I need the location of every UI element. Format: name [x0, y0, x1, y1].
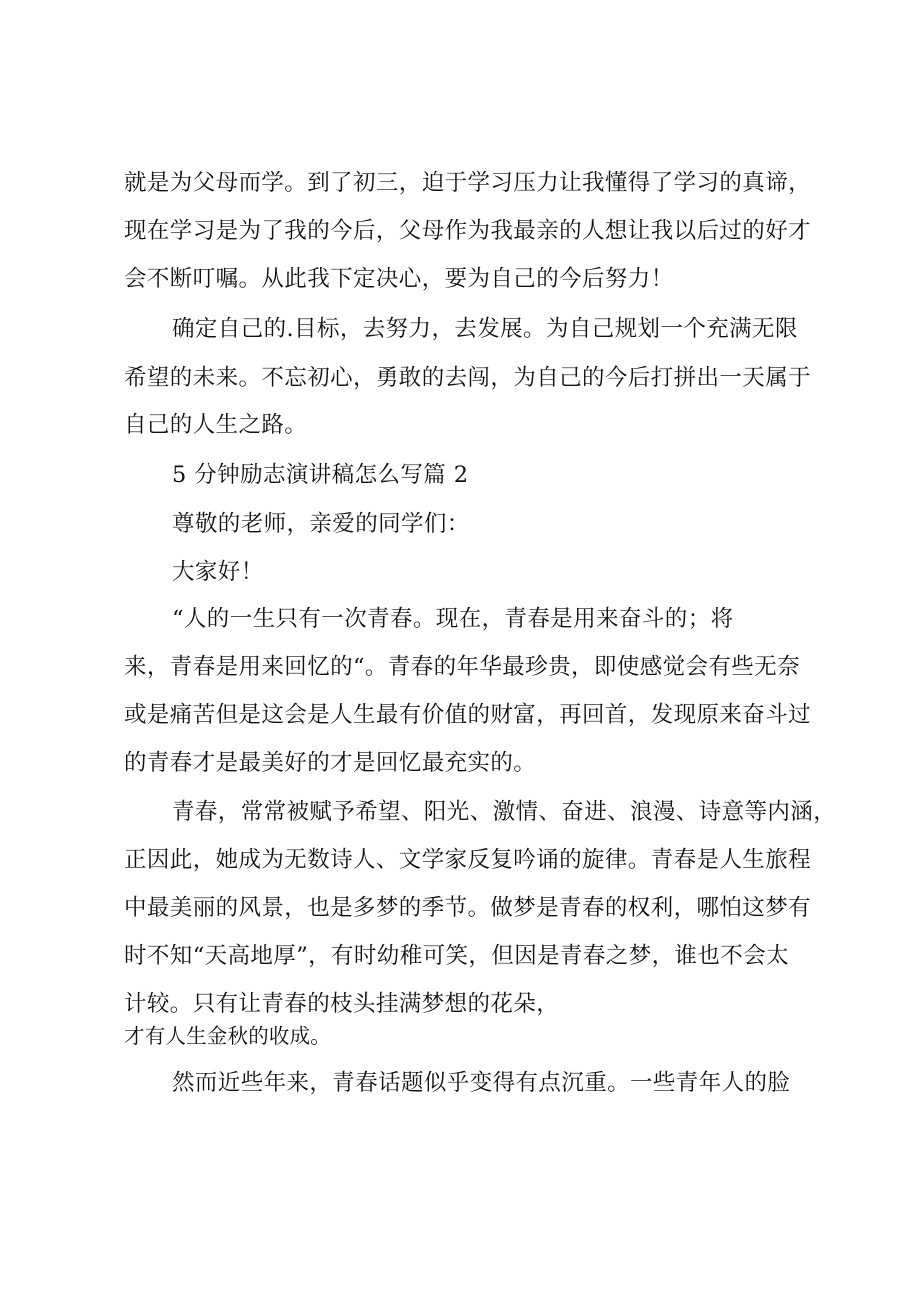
paragraph-4-line-1: 青春，常常被赋予希望、阳光、激情、奋进、浪漫、诗意等内涵， — [172, 799, 837, 825]
greeting: 大家好！ — [172, 559, 264, 585]
paragraph-4-line-3: 中最美丽的风景，也是多梦的季节。做梦是青春的权利，哪怕这梦有 — [124, 895, 812, 921]
paragraph-1-line-1: 就是为父母而学。到了初三，迫于学习压力让我懂得了学习的真谛， — [124, 170, 812, 196]
paragraph-3-line-4: 的青春才是最美好的才是回忆最充实的。 — [124, 750, 537, 776]
paragraph-3-line-2: 来，青春是用来回忆的“。青春的年华最珍贵，即使感觉会有些无奈 — [124, 654, 801, 680]
paragraph-2-line-2: 希望的未来。不忘初心，勇敢的去闯，为自己的今后打拼出一天属于 — [124, 365, 812, 391]
paragraph-4-line-6: 才有人生金秋的收成。 — [124, 1024, 331, 1048]
paragraph-2-line-3: 自己的人生之路。 — [124, 412, 308, 438]
paragraph-4-line-2: 正因此，她成为无数诗人、文学家反复吟诵的旋律。青春是人生旅程 — [124, 847, 812, 873]
paragraph-1-line-3: 会不断叮嘱。从此我下定决心，要为自己的今后努力！ — [124, 266, 674, 292]
paragraph-2-line-1: 确定自己的.目标，去努力，去发展。为自己规划一个充满无限 — [172, 316, 798, 342]
paragraph-5-line-1: 然而近些年来，青春话题似乎变得有点沉重。一些青年人的脸 — [172, 1070, 791, 1096]
salutation: 尊敬的老师，亲爱的同学们： — [172, 511, 470, 537]
paragraph-4-line-4: 时不知“天高地厚”，有时幼稚可笑，但因是青春之梦，谁也不会太 — [124, 943, 790, 969]
paragraph-3-line-3: 或是痛苦但是这会是人生最有价值的财富，再回首，发现原来奋斗过 — [124, 702, 812, 728]
section-heading: 5 分钟励志演讲稿怎么写篇 2 — [172, 462, 469, 488]
paragraph-3-line-1: “人的一生只有一次青春。现在，青春是用来奋斗的；将 — [172, 606, 734, 632]
paragraph-4-line-5: 计较。只有让青春的枝头挂满梦想的花朵， — [124, 991, 560, 1017]
paragraph-1-line-2: 现在学习是为了我的今后，父母作为我最亲的人想让我以后过的好才 — [124, 218, 812, 244]
